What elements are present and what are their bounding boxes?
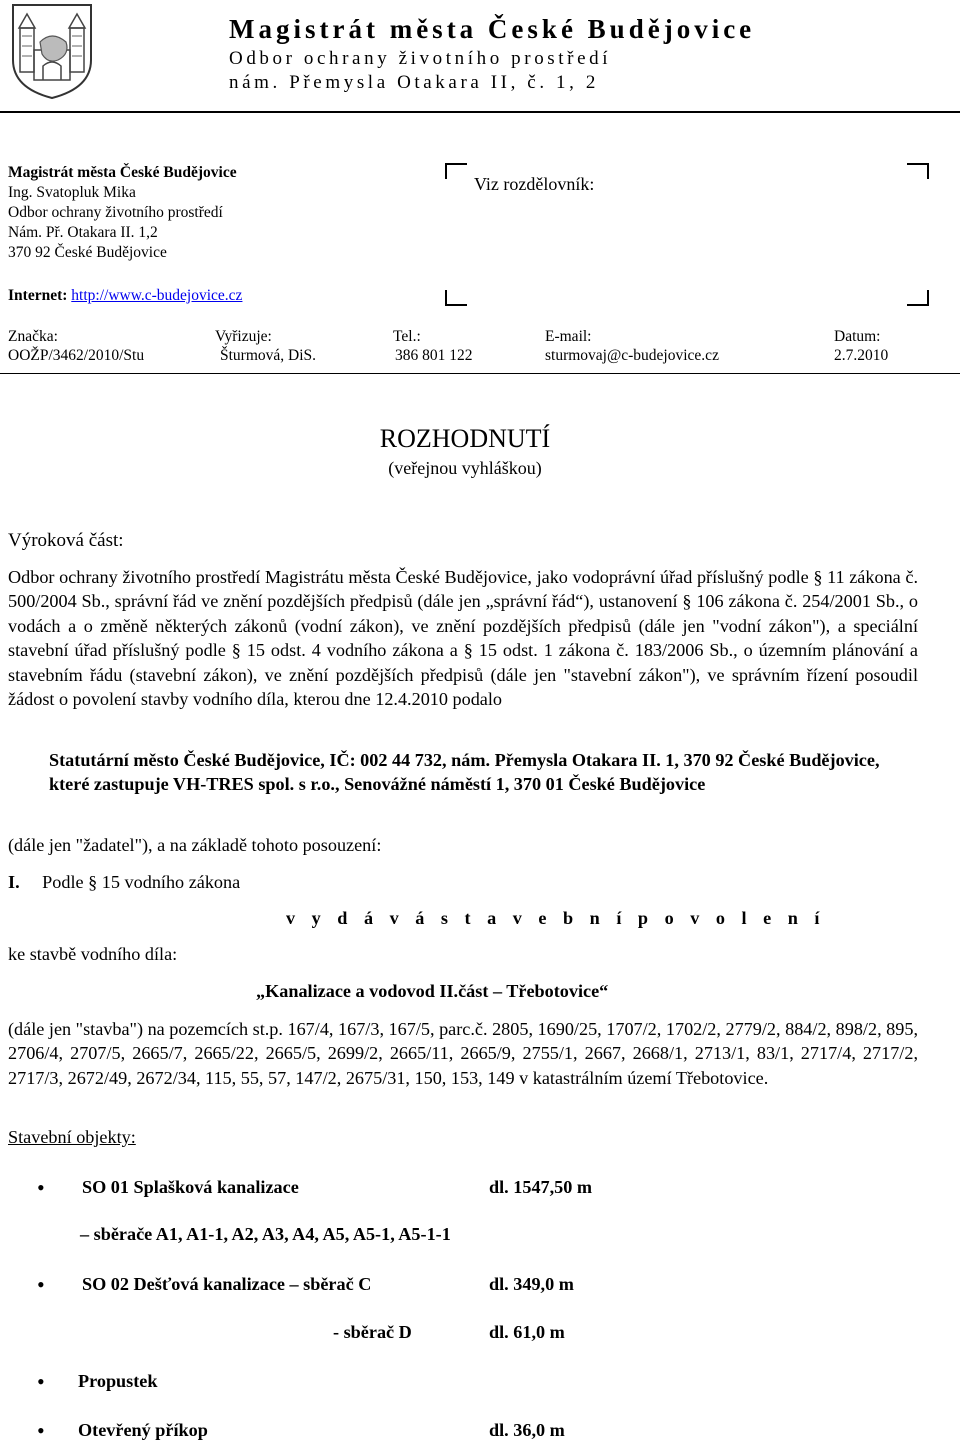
bullet: • — [37, 1272, 45, 1297]
ditch-name: Otevřený příkop — [78, 1420, 208, 1440]
phone-label: Tel.: — [393, 328, 421, 345]
point-line — [8, 872, 240, 893]
email-label: E-mail: — [545, 328, 592, 345]
section-sign: § — [88, 872, 98, 892]
objects-heading: Stavební objekty: — [8, 1127, 136, 1147]
sender-line: 370 92 České Budějovice — [8, 244, 167, 261]
date-value: 2.7.2010 — [834, 347, 889, 364]
email-value: sturmovaj@c-budejovice.cz — [545, 347, 719, 364]
decision-title: ROZHODNUTÍ — [379, 424, 551, 453]
construction-label: ke stavbě vodního díla: — [8, 944, 178, 964]
text-run: Odbor ochrany životního prostředí Magistrátu města České Budějovice, jako vodoprávní úřad příslušný podle — [8, 567, 814, 587]
ref-label: Značka: — [8, 328, 58, 345]
applicant-note: (dále jen "žadatel"), a na základě tohoto posouzení: — [8, 835, 382, 855]
bullet: • — [37, 1369, 45, 1394]
sender-line: Magistrát města České Budějovice — [8, 164, 237, 181]
handler-label: Vyřizuje: — [215, 328, 272, 345]
window-corner — [907, 290, 929, 306]
window-corner — [445, 163, 467, 179]
parcels-paragraph: (dále jen "stavba") na pozemcích st.p. 167/4, 167/3, 167/5, parc.č. 2805, 1690/25, 1707/2, 1702/2, 2779/2, 884/2, 898/2, 895, 2706/4, 2707/5, 2665/7, 2665/22, 2665/5, 2699/2, 2665/11, 2665/9, 2755/1, 2667, 2668/1, 2713/1, 83/1, 2717/4, 2717/2, 2717/3, 2672/49, 2672/34, 115, 55, 57, 147/2, 2675/31, 150, 153, 149 v katastrálním území Třebotovice. — [8, 1019, 918, 1088]
ditch-length: dl. 36,0 m — [489, 1420, 565, 1440]
so01-collectors: – sběrače A1, A1-1, A2, A3, A4, A5, A5-1, A5-1-1 — [80, 1224, 451, 1244]
office-address: nám. Přemysla Otakara II, č. 1, 2 — [229, 72, 599, 93]
point-pre: Podle — [42, 872, 89, 892]
phone-value: 386 801 122 — [395, 347, 473, 364]
issues-permit: v y d á v á s t a v e b n í p o v o l e n í — [286, 908, 826, 928]
so02-d-name: - sběrač D — [333, 1322, 412, 1342]
culvert-name: Propustek — [78, 1371, 158, 1391]
sender-line: Ing. Svatopluk Mika — [8, 184, 136, 201]
sender-line: Nám. Př. Otakara II. 1,2 — [8, 224, 158, 241]
sender-line: Odbor ochrany životního prostředí — [8, 204, 223, 221]
website-link[interactable]: http://www.c-budejovice.cz — [71, 287, 243, 304]
law-ref: 15 odst. 1 zákona č. 183/2006 Sb. — [472, 640, 734, 661]
date-label: Datum: — [834, 328, 881, 345]
so01-length: dl. 1547,50 m — [489, 1177, 593, 1197]
text-run: , o vodách a o změně některých zákonů (vodní zákon), ve znění pozdějších předpisů (dále jen "vodní zákon"), a speciální stavební úřad příslušný podle — [8, 591, 918, 661]
section-sign: § — [231, 640, 241, 661]
decision-subtitle: (veřejnou vyhláškou) — [388, 458, 542, 478]
internet-line — [8, 287, 242, 305]
header-divider — [0, 111, 960, 113]
meta-divider — [0, 373, 960, 374]
so02-length: dl. 349,0 m — [489, 1274, 574, 1294]
office-name: Magistrát města České Budějovice — [229, 14, 756, 44]
law-ref: 106 zákona č. 254/2001 Sb. — [691, 591, 900, 612]
window-corner — [907, 163, 929, 179]
construction-name: „Kanalizace a vodovod II.část – Třebotovice“ — [256, 981, 609, 1001]
so02-name: SO 02 Dešťová kanalizace – sběrač C — [82, 1274, 372, 1294]
law-ref: 11 zákona č. 500/2004 Sb. — [8, 567, 918, 612]
applicant-name: Statutární město České Budějovice, IČ: 002 44 732, nám. Přemysla Otakara II. 1, 370 92 České Budějovice, které zastupuje VH-TRES spol. s r.o., Senovážné náměstí 1, 370 01 České Budějovice — [49, 750, 880, 795]
window-corner — [445, 290, 467, 306]
internet-label: Internet: — [8, 287, 68, 304]
city-crest-icon — [10, 2, 94, 100]
text-run: , správní řád ve znění pozdějších předpisů (dále jen „správní řád“), ustanovení — [105, 591, 683, 612]
section-sign: § — [463, 640, 473, 661]
point-post: 15 vodního zákona — [97, 872, 241, 892]
bullet: • — [37, 1418, 45, 1443]
section-heading: Výroková část: — [8, 530, 124, 551]
section-sign: § — [682, 591, 692, 612]
so01-name: SO 01 Splašková kanalizace — [82, 1177, 299, 1197]
handler-value: Šturmová, DiS. — [220, 347, 317, 364]
point-number: I. — [8, 872, 20, 892]
bullet: • — [37, 1175, 45, 1200]
text-run: , o územním plánování a stavebním řádu (stavební zákon), ve znění pozdějších předpisů (dále jen "stavební zákon"), ve správním řízení posoudil žádost o povolení stavby vodního díla, kterou dne 12.4.2010 podalo — [8, 640, 918, 710]
decision-paragraph — [8, 565, 918, 711]
so02-d-length: dl. 61,0 m — [489, 1322, 565, 1342]
recipient-text: Viz rozdělovník: — [474, 174, 595, 194]
department-name: Odbor ochrany životního prostředí — [229, 48, 612, 69]
ref-value: OOŽP/3462/2010/Stu — [8, 347, 145, 364]
section-sign: § — [813, 567, 823, 587]
text-run: 15 odst. 4 vodního zákona a — [240, 640, 464, 661]
